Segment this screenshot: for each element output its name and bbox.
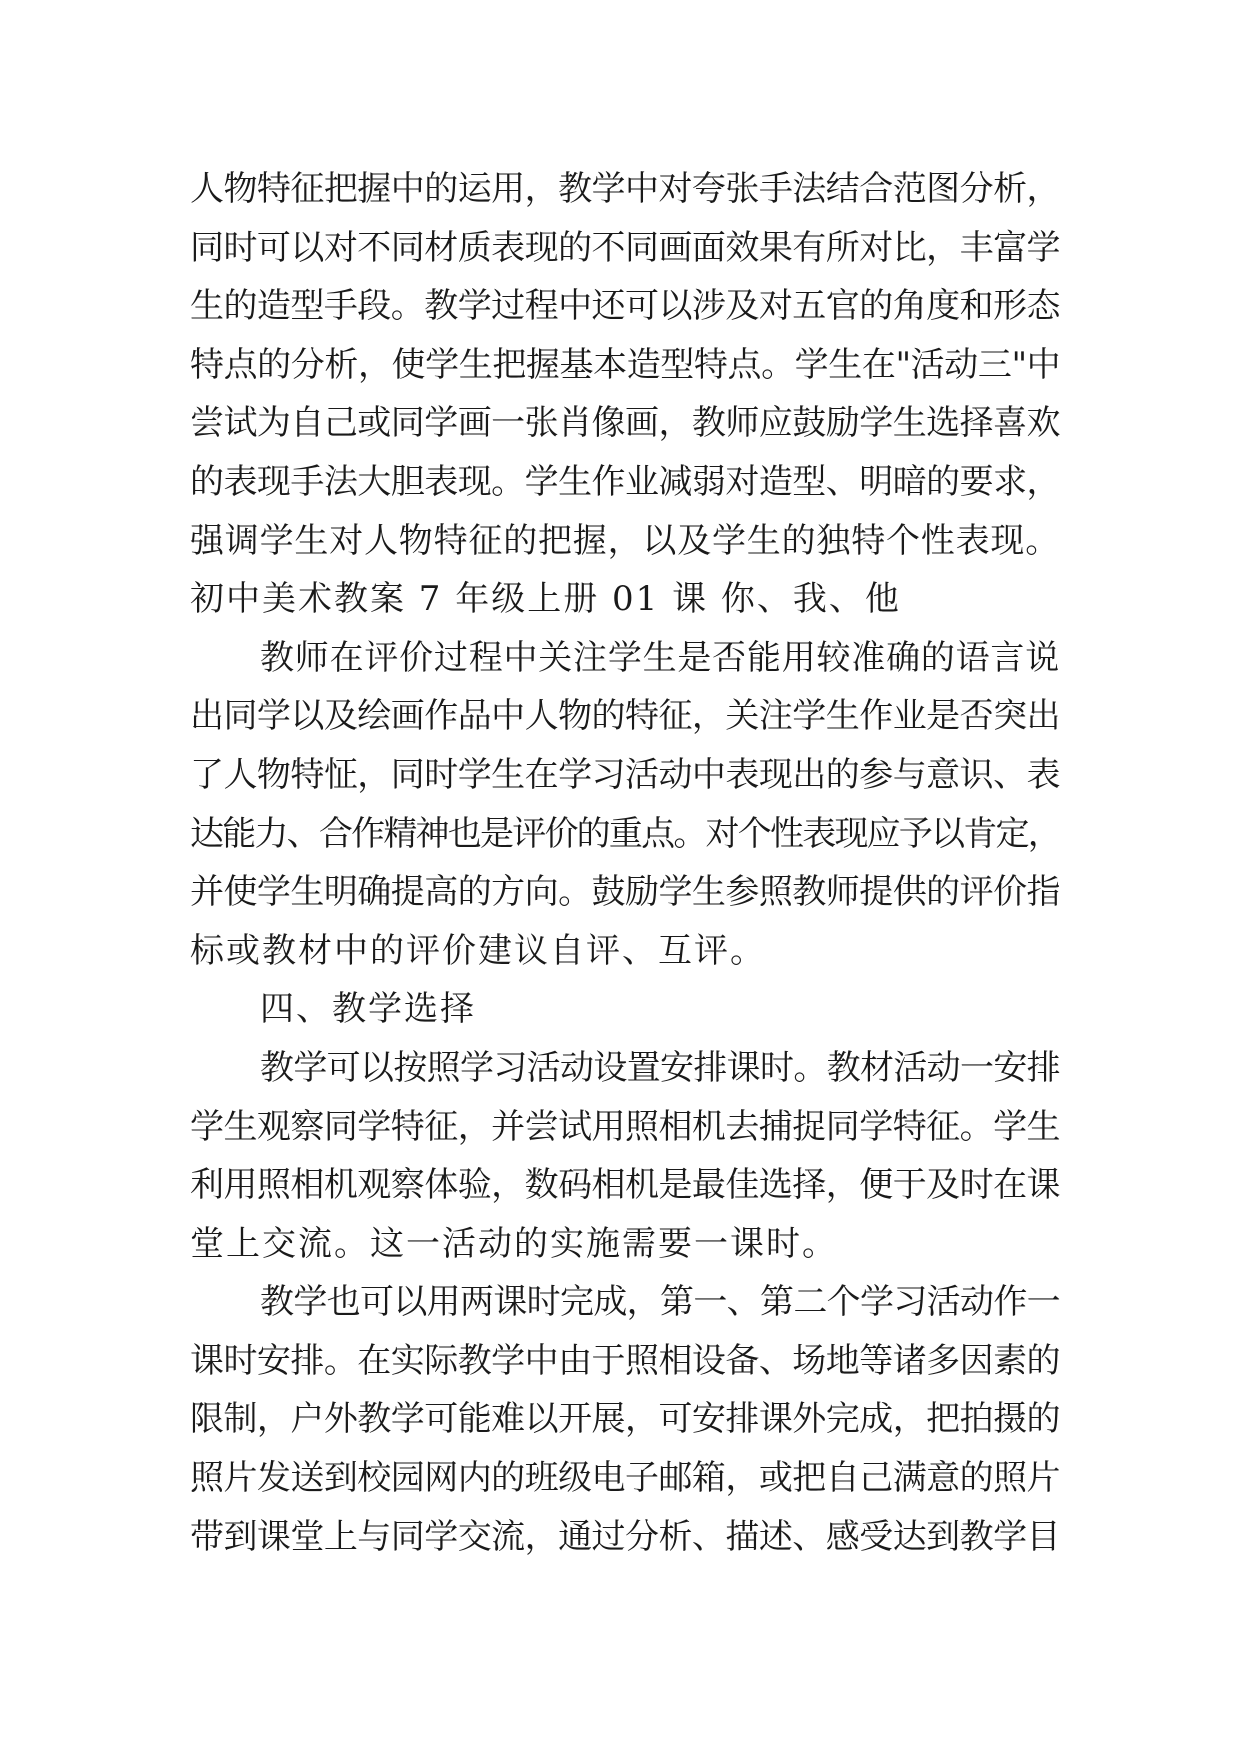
paragraph-start-line: 教学可以按照学习活动设置安排课时。教材活动一安排	[260, 1047, 1060, 1088]
text-line: 限制，户外教学可能难以开展，可安排课外完成，把拍摄的	[190, 1399, 1060, 1440]
text-line: 带到课堂上与同学交流，通过分析、描述、感受达到教学目	[190, 1516, 1060, 1557]
text-line: 特点的分析，使学生把握基本造型特点。学生在"活动三"中	[190, 344, 1061, 385]
section-heading: 四、教学选择	[260, 989, 476, 1030]
text-line: 同时可以对不同材质表现的不同画面效果有所对比，丰富学	[190, 227, 1060, 268]
text-line: 生的造型手段。教学过程中还可以涉及对五官的角度和形态	[190, 286, 1060, 327]
body-text	[190, 160, 1060, 1566]
text-line: 并使学生明确提高的方向。鼓励学生参照教师提供的评价指	[190, 872, 1060, 913]
text-line: 标或教材中的评价建议自评、互评。	[190, 930, 766, 971]
paragraph-start-line: 教学也可以用两课时完成，第一、第二个学习活动作一	[260, 1282, 1060, 1323]
text-line: 强调学生对人物特征的把握，以及学生的独特个性表现。	[190, 520, 1060, 561]
text-line: 堂上交流。这一活动的实施需要一课时。	[190, 1223, 838, 1264]
text-line: 人物特征把握中的运用，教学中对夸张手法结合范图分析，	[190, 169, 1060, 209]
text-line: 学生观察同学特征，并尝试用照相机去捕捉同学特征。学生	[190, 1106, 1060, 1147]
text-line: 了人物特怔，同时学生在学习活动中表现出的参与意识、表	[190, 754, 1060, 795]
text-line: 照片发送到校园网内的班级电子邮箱，或把自己满意的照片	[190, 1458, 1060, 1499]
text-line: 尝试为自己或同学画一张肖像画，教师应鼓励学生选择喜欢	[190, 403, 1060, 444]
paragraph-start-line: 教师在评价过程中关注学生是否能用较准确的语言说	[260, 637, 1060, 678]
text-line: 利用照相机观察体验，数码相机是最佳选择，便于及时在课	[190, 1165, 1060, 1206]
text-line: 课时安排。在实际教学中由于照相设备、场地等诸多因素的	[190, 1340, 1060, 1381]
text-line: 达能力、合作精神也是评价的重点。对个性表现应予以肯定，	[190, 813, 1060, 854]
section-heading-line: 初中美术教案 7 年级上册 01 课 你、我、他	[190, 579, 901, 620]
text-line: 出同学以及绘画作品中人物的特征，关注学生作业是否突出	[190, 696, 1060, 737]
text-line: 的表现手法大胆表现。学生作业减弱对造型、明暗的要求，	[190, 461, 1060, 502]
